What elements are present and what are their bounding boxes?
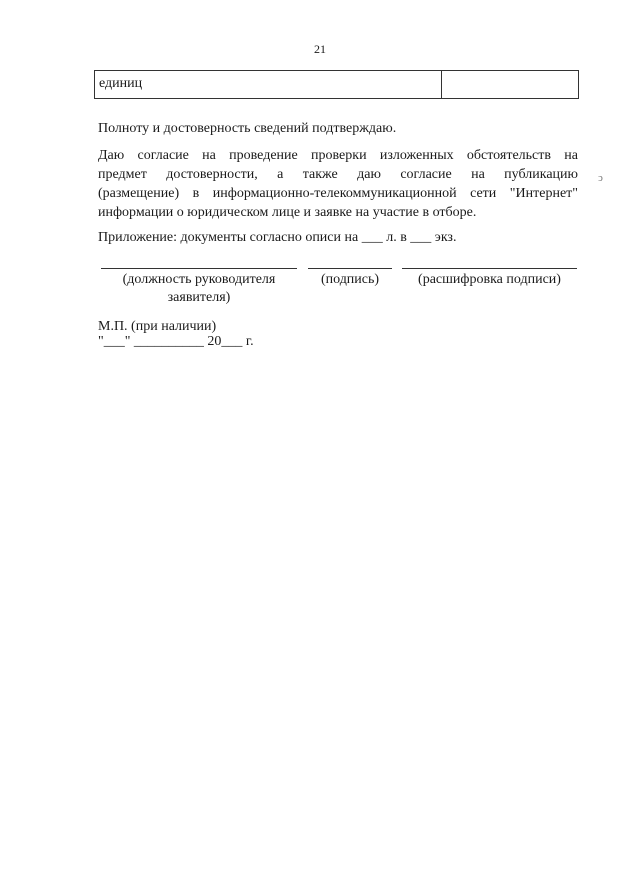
- table-row: [94, 70, 579, 99]
- confirm-statement: Полноту и достоверность сведений подтверждаю.: [98, 121, 397, 136]
- signature-underline: [308, 268, 392, 269]
- consent-line-4: информации о юридическом лице и заявке на участие в отборе.: [98, 205, 477, 220]
- consent-line-3: (размещение) в информационно-телекоммуникационной сети "Интернет": [98, 186, 578, 201]
- position-underline: [101, 268, 297, 269]
- stamp-label: М.П. (при наличии): [98, 319, 217, 334]
- table-cell-units: [95, 71, 442, 98]
- signature-caption: (подпись): [320, 272, 380, 287]
- table-cell-text: единиц: [99, 76, 143, 91]
- date-line: "___" __________ 20___ г.: [98, 334, 254, 349]
- decoding-underline: [402, 268, 577, 269]
- attachment-line: Приложение: документы согласно описи на ___ л. в ___ экз.: [98, 230, 457, 245]
- decoding-caption: (расшифровка подписи): [418, 272, 561, 287]
- consent-line-2: предмет достоверности, а также даю согласие на публикацию: [98, 167, 578, 182]
- page-number: 21: [314, 42, 326, 56]
- consent-line-1: Даю согласие на проведение проверки изложенных обстоятельств на: [98, 148, 578, 163]
- consent-paragraph: [98, 146, 578, 222]
- position-caption: (должность руководителя заявителя): [122, 272, 276, 305]
- margin-mark: ↄ: [598, 172, 603, 184]
